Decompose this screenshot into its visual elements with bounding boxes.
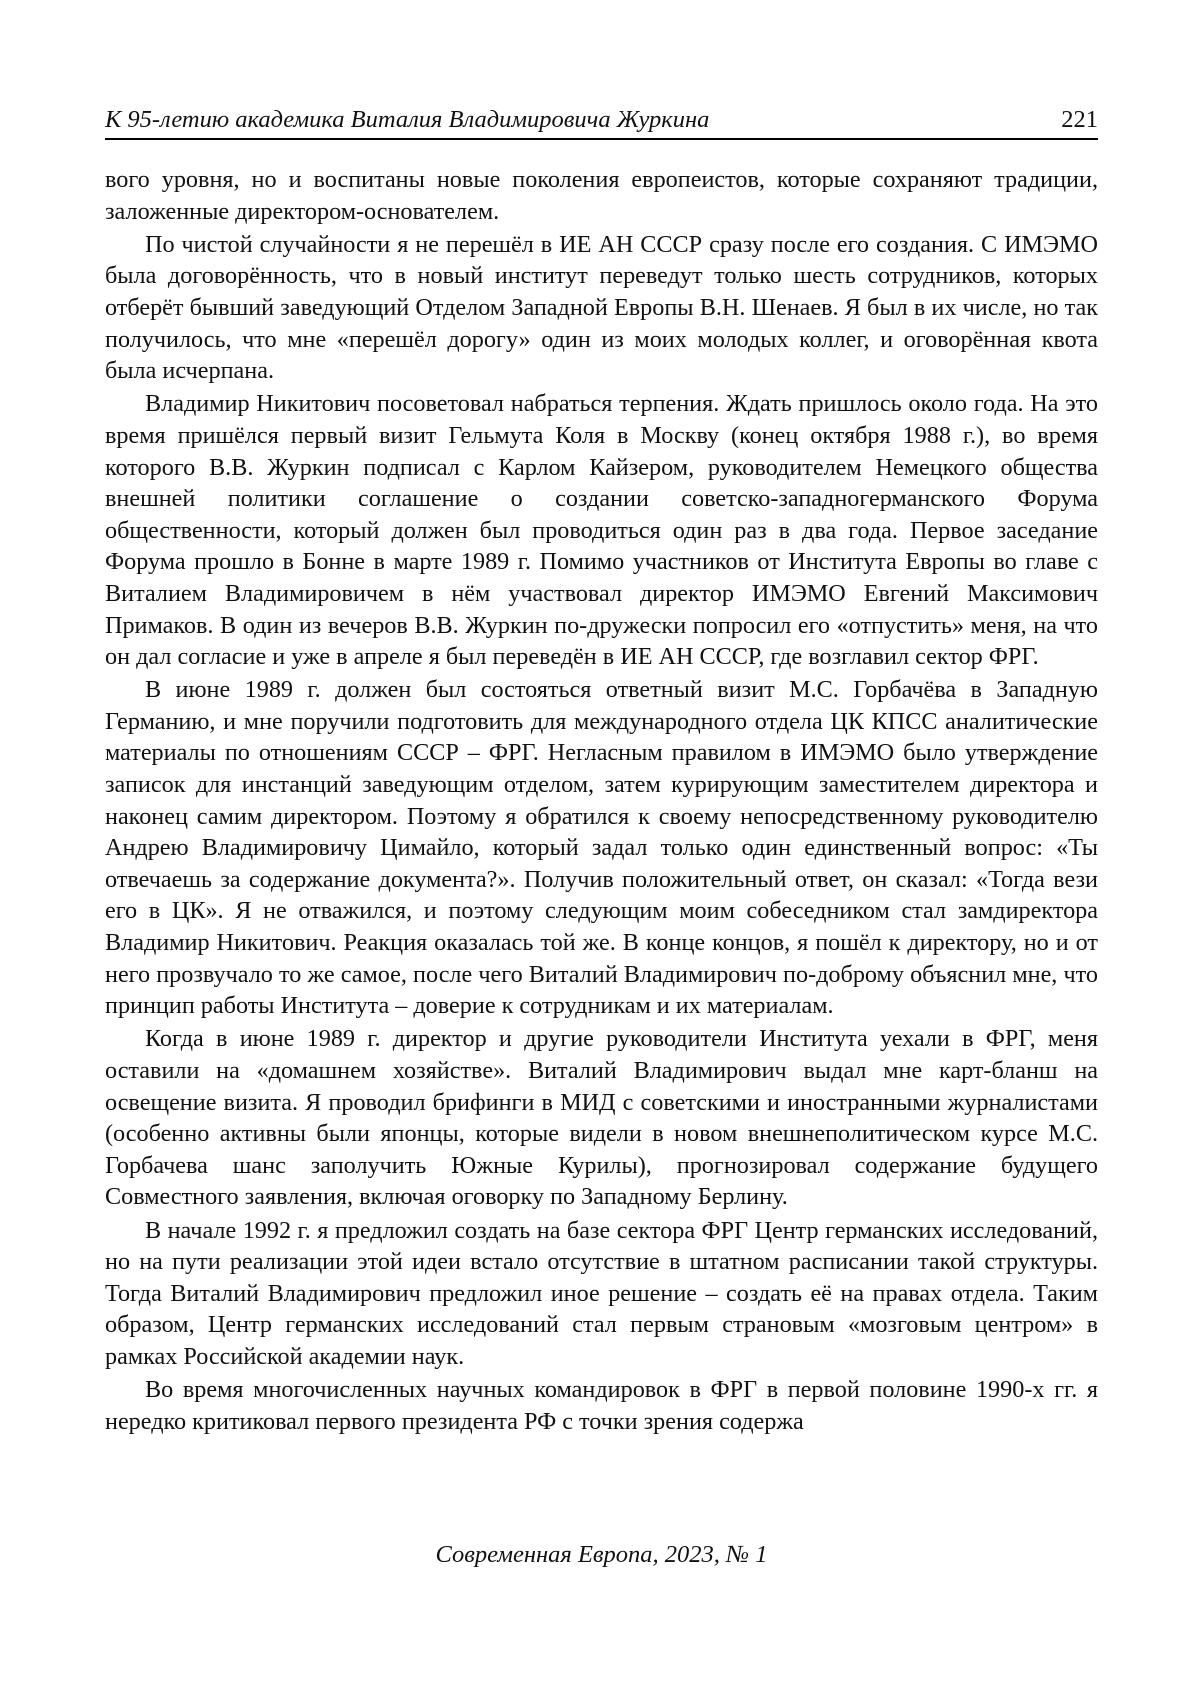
article-body — [105, 164, 1098, 1439]
header-title: К 95-летию академика Виталия Владимировича Журкина — [105, 106, 710, 133]
running-footer: Современная Европа, 2023, № 1 — [435, 1541, 768, 1568]
paragraph: В начале 1992 г. я предложил создать на базе сектора ФРГ Центр германских исследований, но на пути реализации этой идеи встало отсутствие в штатном расписании такой структуры. Тогда Виталий Владимирович предложил иное решение – создать её на правах отдела. Таким образом, Центр германских исследований стал первым страновым «мозговым центром» в рамках Российской академии наук. — [105, 1216, 1098, 1370]
paragraph: По чистой случайности я не перешёл в ИЕ АН СССР сразу после его создания. С ИМЭМО была договорённость, что в новый институт переведут только шесть сотрудников, которых отберёт бывший заведующий Отделом Западной Европы В.Н. Шенаев. Я был в их числе, но так получилось, что мне «перешёл дорогу» один из моих молодых коллег, и оговорённая квота была исчерпана. — [105, 230, 1098, 385]
paragraph: В июне 1989 г. должен был состояться ответный визит М.С. Горбачёва в Западную Германию, и мне поручили подготовить для международного отдела ЦК КПСС аналитические материалы по отношениям СССР – ФРГ. Негласным правилом в ИМЭМО было утверждение записок для инстанций заведующим отделом, затем курирующим заместителем директора и наконец самим директором. Поэтому я обратился к своему непосредственному руководителю Андрею Владимировичу Цимайло, который задал только один единственный вопрос: «Ты отвечаешь за содержание документа?». Получив положительный ответ, он сказал: «Тогда вези его в ЦК». Я не отважился, и поэтому следующим моим собеседником стал замдиректора Владимир Никитович. Реакция оказалась той же. В конце концов, я пошёл к директору, но и от него прозвучало то же самое, после чего Виталий Владимирович по-доброму объяснил мне, что принцип работы Института – доверие к сотрудникам и их материалам. — [105, 676, 1098, 1020]
paragraph: Во время многочисленных научных командировок в ФРГ в первой половине 1990-х гг. я нередко критиковал первого президента РФ с точки зрения содержа — [105, 1376, 1098, 1435]
page-number: 221 — [1061, 106, 1098, 133]
paragraph: Когда в июне 1989 г. директор и другие руководители Института уехали в ФРГ, меня оставили на «домашнем хозяйстве». Виталий Владимирович выдал мне карт-бланш на освещение визита. Я проводил брифинги в МИД с советскими и иностранными журналистами (особенно активны были японцы, которые видели в новом внешнеполитическом курсе М.С. Горбачева шанс заполучить Южные Курилы), прогнозировал содержание будущего Совместного заявления, включая оговорку по Западному Берлину. — [105, 1025, 1098, 1211]
running-header — [105, 104, 1098, 140]
paragraph-continuation: вого уровня, но и воспитаны новые поколения европеистов, которые сохраняют традиции, заложенные директором-основателем. — [105, 166, 1098, 225]
journal-page — [105, 0, 1098, 1694]
paragraph: Владимир Никитович посоветовал набраться терпения. Ждать пришлось около года. На это время пришёлся первый визит Гельмута Коля в Москву (конец октября 1988 г.), во время которого В.В. Журкин подписал с Карлом Кайзером, руководителем Немецкого общества внешней политики соглашение о создании советско-западногерманского Форума общественности, который должен был проводиться один раз в два года. Первое заседание Форума прошло в Бонне в марте 1989 г. Помимо участников от Института Европы во главе с Виталием Владимировичем в нём участвовал директор ИМЭМО Евгений Максимович Примаков. В один из вечеров В.В. Журкин по-дружески попросил его «отпустить» меня, на что он дал согласие и уже в апреле я был переведён в ИЕ АН СССР, где возглавил сектор ФРГ. — [105, 390, 1098, 671]
